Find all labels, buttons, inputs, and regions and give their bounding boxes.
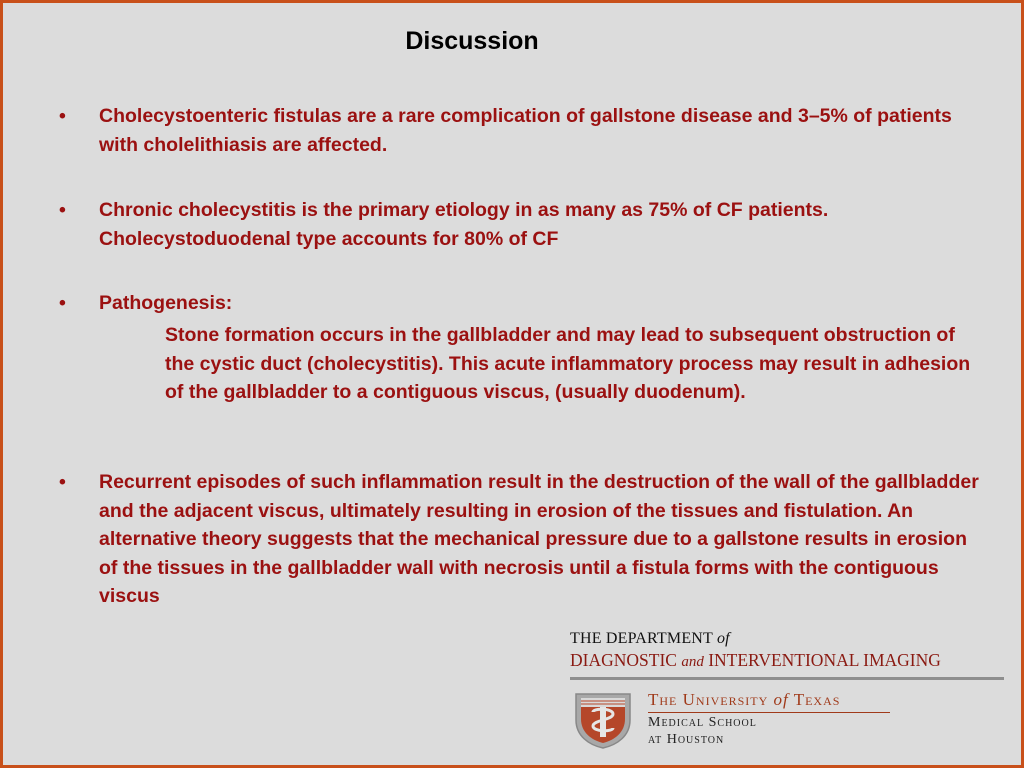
bullet-item [59, 468, 979, 611]
bullet-dot: • [59, 105, 66, 127]
bullet-dot: • [59, 471, 66, 493]
dept-prefix: THE DEPARTMENT [570, 630, 713, 647]
department-heading [570, 630, 1004, 648]
dept-name-2: INTERVENTIONAL IMAGING [708, 650, 941, 670]
uni-of: of [773, 690, 789, 709]
dept-of: of [716, 630, 730, 647]
bullet-subtext: Stone formation occurs in the gallbladder and may lead to subsequent obstruction of the cystic duct (cholecystitis). This acute inflammatory process may result in adhesion of the gallbladder to a contiguous viscus, (usually duodenum). [165, 324, 971, 403]
medical-school-label: Medical School [648, 715, 757, 730]
bullet-text: Pathogenesis: [99, 292, 233, 314]
uni-texas: Texas [793, 690, 841, 709]
university-divider [648, 712, 890, 713]
houston-label: at Houston [648, 732, 725, 747]
department-divider [570, 677, 1004, 680]
department-logo [570, 630, 1004, 671]
bullet-dot: • [59, 199, 66, 221]
slide-title: Discussion [405, 27, 539, 55]
university-logo [648, 690, 890, 748]
department-name [570, 650, 1004, 671]
bullet-dot: • [59, 292, 66, 314]
bullet-item [59, 289, 979, 318]
uni-the: The University [648, 690, 769, 709]
bullet-item [59, 196, 979, 253]
bullet-text: Chronic cholecystitis is the primary etiology in as many as 75% of CF patients. Cholecystoduodenal type accounts for 80% of CF [99, 199, 829, 250]
university-seal-icon [573, 690, 633, 750]
university-name [648, 690, 890, 710]
dept-and: and [681, 654, 704, 670]
bullet-text: Recurrent episodes of such inflammation result in the destruction of the wall of the gallbladder and the adjacent viscus, ultimately resulting in erosion of the tissues and fistulation. An alternative theory suggests that the mechanical pressure due to a gallstone results in erosion of the tissues in the gallbladder wall with necrosis until a fistula forms with the contiguous viscus [99, 471, 979, 607]
bullet-item [59, 102, 979, 159]
dept-name-1: DIAGNOSTIC [570, 650, 677, 670]
bullet-text: Cholecystoenteric fistulas are a rare complication of gallstone disease and 3–5% of patients with cholelithiasis are affected. [99, 105, 952, 156]
